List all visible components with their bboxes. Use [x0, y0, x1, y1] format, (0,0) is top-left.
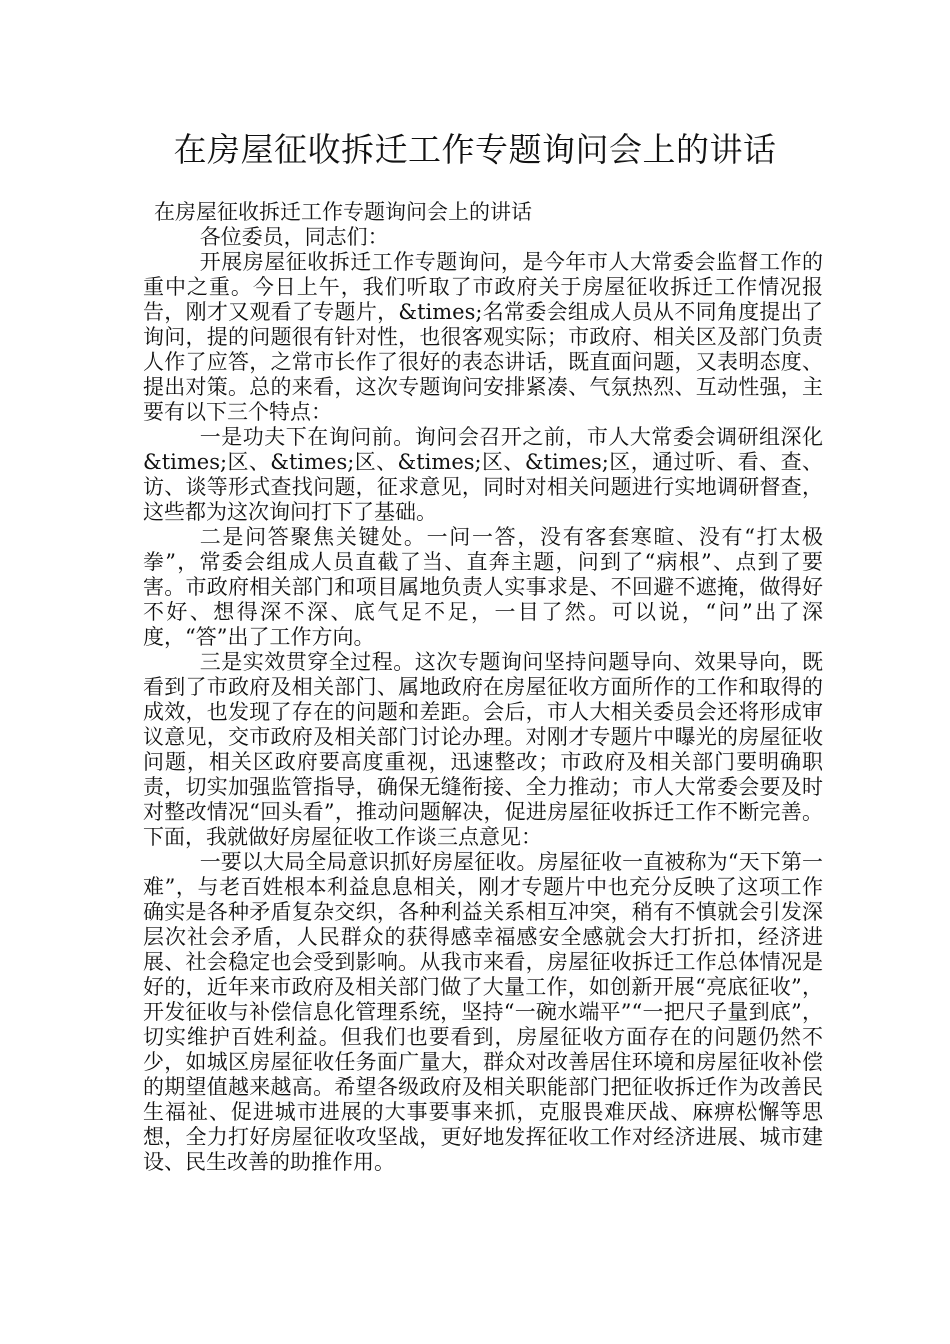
paragraph-point-three: 三是实效贯穿全过程。这次专题询问坚持问题导向、效果导向，既看到了市政府及相关部门、属地政府在房屋征收方面所作的工作和取得的成效，也发现了存在的问题和差距。会后，市人大相关委员会还将形成审议意见，交市政府及相关部门讨论办理。对刚才专题片中曝光的房屋征收问题，相关区政府要高度重视，迅速整改；市政府及相关部门要明确职责，切实加强监管指导，确保无缝衔接、全力推动；市人大常委会要及时对整改情况“回头看”，推动问题解决，促进房屋征收拆迁工作不断完善。下面，我就做好房屋征收工作谈三点意见：: [143, 650, 823, 849]
document-body: [143, 200, 823, 1175]
salutation: 各位委员，同志们：: [199, 225, 389, 249]
document-title: 在房屋征收拆迁工作专题询问会上的讲话: [173, 130, 777, 169]
paragraph-intro: 开展房屋征收拆迁工作专题询问，是今年市人大常委会监督工作的重中之重。今日上午，我们听取了市政府关于房屋征收拆迁工作情况报告，刚才又观看了专题片，&times;名常委会组成人员从不同角度提出了询问，提的问题很有针对性，也很客观实际；市政府、相关区及部门负责人作了应答，之常市长作了很好的表态讲话，既直面问题，又表明态度、提出对策。总的来看，这次专题询问安排紧凑、气氛热烈、互动性强，主要有以下三个特点：: [143, 250, 823, 424]
document-subtitle: 在房屋征收拆迁工作专题询问会上的讲话: [154, 200, 532, 224]
paragraph-point-two: 二是问答聚焦关键处。一问一答，没有客套寒暄、没有“打太极拳”，常委会组成人员直截了当、直奔主题，问到了“病根”、点到了要害。市政府相关部门和项目属地负责人实事求是、不回避不遮掩，做得好不好、想得深不深、底气足不足，一目了然。可以说，“问”出了深度，“答”出了工作方向。: [143, 525, 823, 649]
paragraph-opinion-one: 一要以大局全局意识抓好房屋征收。房屋征收一直被称为“天下第一难”，与老百姓根本利益息息相关，刚才专题片中也充分反映了这项工作确实是各种矛盾复杂交织，各种利益关系相互冲突，稍有不慎就会引发深层次社会矛盾，人民群众的获得感幸福感安全感就会大打折扣，经济进展、社会稳定也会受到影响。从我市来看，房屋征收拆迁工作总体情况是好的，近年来市政府及相关部门做了大量工作，如创新开展“亮底征收”，开发征收与补偿信息化管理系统，坚持“一碗水端平”“一把尺子量到底”，切实维护百姓利益。但我们也要看到，房屋征收方面存在的问题仍然不少，如城区房屋征收任务面广量大，群众对改善居住环境和房屋征收补偿的期望值越来越高。希望各级政府及相关职能部门把征收拆迁作为改善民生福祉、促进城市进展的大事要事来抓，克服畏难厌战、麻痹松懈等思想，全力打好房屋征收攻坚战，更好地发挥征收工作对经济进展、城市建设、民生改善的助推作用。: [143, 850, 823, 1174]
paragraph-point-one: 一是功夫下在询问前。询问会召开之前，市人大常委会调研组深化&times;区、&times;区、&times;区、&times;区，通过听、看、查、访、谈等形式查找问题，征求意见，同时对相关问题进行实地调研督查，这些都为这次询问打下了基础。: [143, 425, 823, 524]
